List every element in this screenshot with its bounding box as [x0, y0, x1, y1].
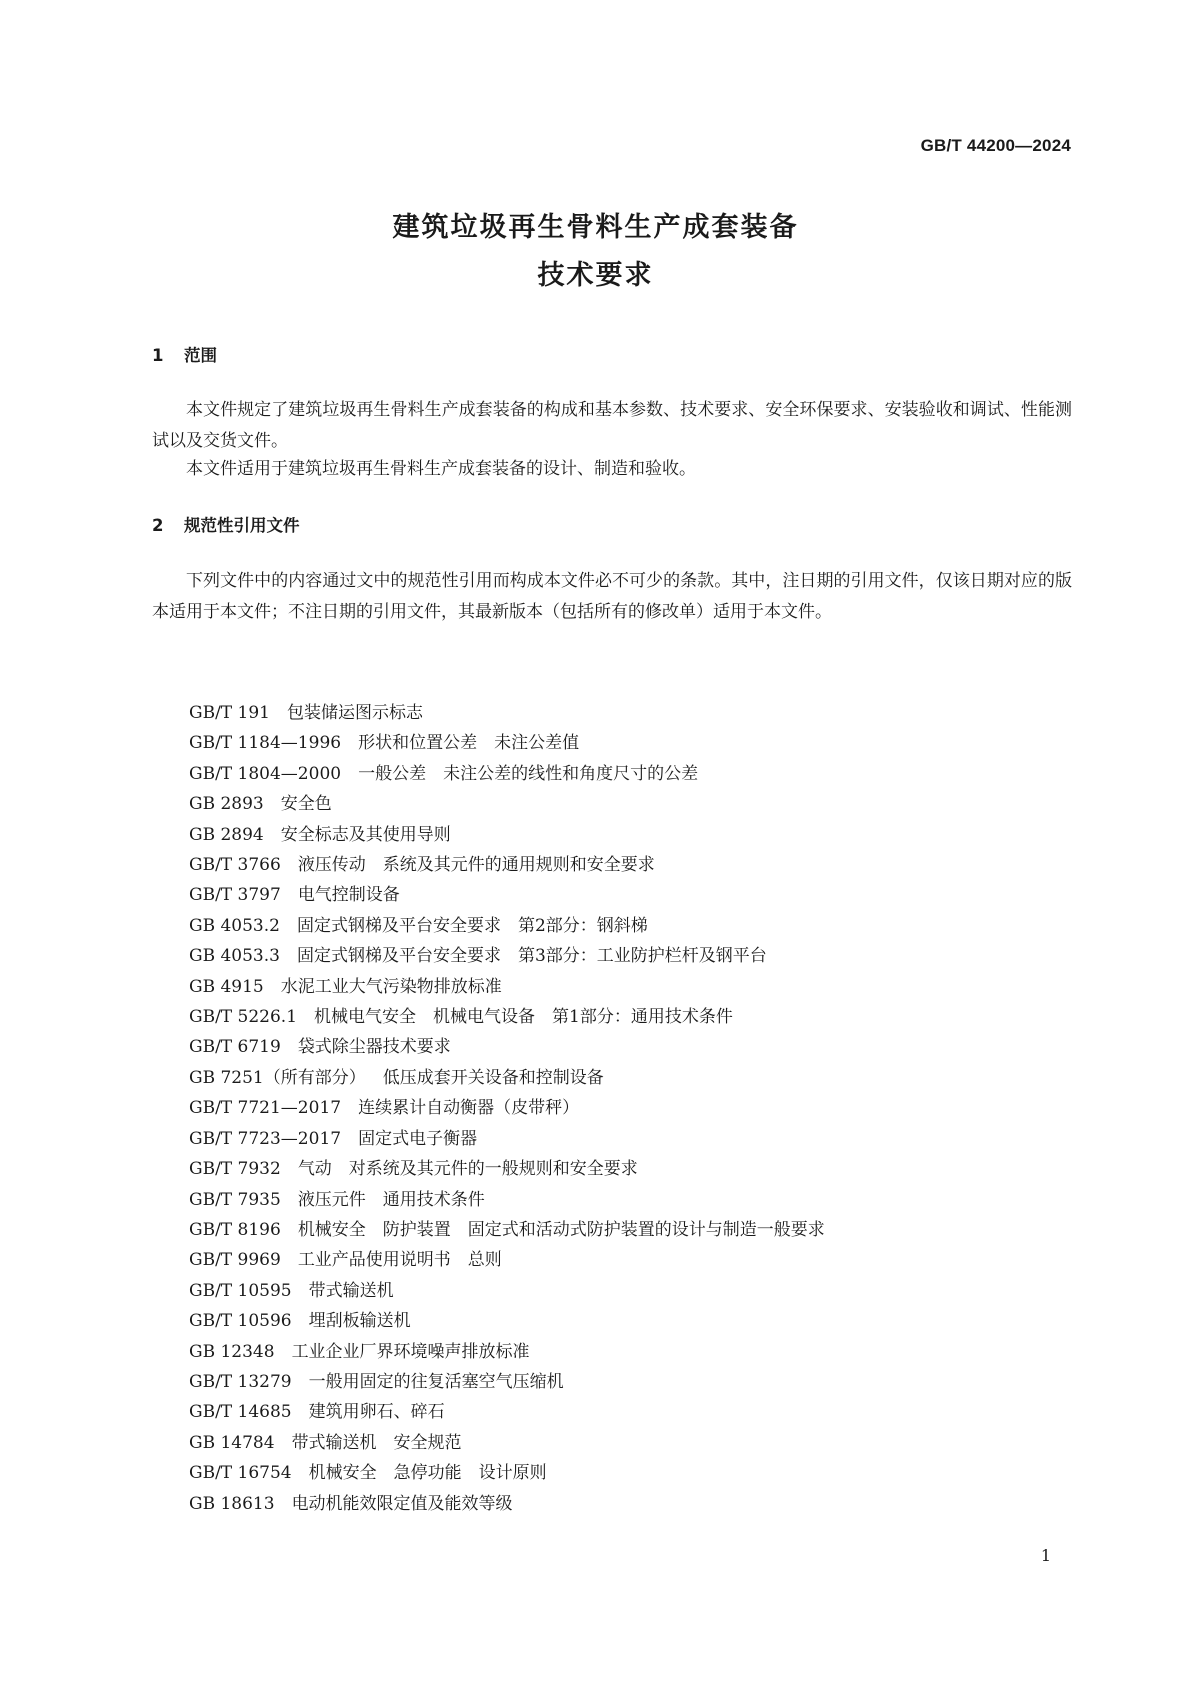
- reference-title: 包装储运图示标志: [287, 703, 423, 723]
- reference-title: 机械安全 防护装置 固定式和活动式防护装置的设计与制造一般要求: [297, 1219, 825, 1240]
- reference-title: 气动 对系统及其元件的一般规则和安全要求: [297, 1159, 638, 1180]
- reference-title: 固定式钢梯及平台安全要求 第3部分：工业防护栏杆及钢平台: [296, 946, 767, 967]
- reference-title: 埋刮板输送机: [308, 1311, 411, 1332]
- reference-title: 工业产品使用说明书 总则: [297, 1250, 502, 1271]
- reference-code: GB/T 13279: [189, 1371, 292, 1392]
- reference-item: [189, 1124, 825, 1154]
- reference-code: GB 7251（所有部分）: [189, 1067, 366, 1088]
- reference-item: [189, 941, 825, 971]
- reference-title: 固定式电子衡器: [358, 1128, 478, 1149]
- reference-item: [189, 1093, 825, 1123]
- reference-title: 机械电气安全 机械电气设备 第1部分：通用技术条件: [314, 1007, 733, 1028]
- reference-code: GB/T 7935: [189, 1189, 281, 1210]
- reference-code: GB 18613: [189, 1493, 275, 1514]
- reference-item: [189, 880, 825, 910]
- reference-title: 安全色: [280, 794, 332, 815]
- reference-item: [189, 698, 825, 728]
- reference-title: 电动机能效限定值及能效等级: [291, 1493, 513, 1514]
- reference-code: GB 12348: [189, 1341, 275, 1362]
- reference-item: [189, 1337, 825, 1367]
- section-2-intro: 下列文件中的内容通过文中的规范性引用而构成本文件必不可少的条款。其中，注日期的引用文件，仅该日期对应的版本适用于本文件；不注日期的引用文件，其最新版本（包括所有的修改单）适用于本文件。: [152, 571, 1072, 622]
- reference-code: GB/T 10595: [189, 1280, 292, 1301]
- reference-item: [189, 1367, 825, 1397]
- reference-item: [189, 1489, 825, 1519]
- reference-code: GB/T 3797: [189, 885, 281, 906]
- section-2-number: 2: [152, 516, 164, 535]
- reference-title: 固定式钢梯及平台安全要求 第2部分：钢斜梯: [296, 915, 648, 936]
- reference-title: 电气控制设备: [297, 885, 400, 906]
- reference-code: GB/T 16754: [189, 1463, 292, 1484]
- reference-item: [189, 820, 825, 850]
- reference-code: GB 14784: [189, 1432, 275, 1453]
- reference-item: [189, 759, 825, 789]
- reference-title: 机械安全 急停功能 设计原则: [308, 1463, 547, 1484]
- reference-code: GB/T 7932: [189, 1159, 281, 1180]
- reference-code: GB 4053.3: [189, 946, 280, 967]
- reference-code: GB/T 1804—2000: [189, 763, 342, 784]
- reference-code: GB/T 8196: [189, 1219, 281, 1240]
- reference-code: GB 2893: [189, 794, 264, 815]
- title-line-2: 技术要求: [537, 260, 654, 291]
- section-1-number: 1: [152, 346, 164, 365]
- reference-title: 工业企业厂界环境噪声排放标准: [291, 1341, 530, 1362]
- reference-item: [189, 911, 825, 941]
- reference-title: 一般用固定的往复活塞空气压缩机: [308, 1371, 564, 1392]
- reference-code: GB/T 3766: [189, 855, 281, 876]
- reference-title: 低压成套开关设备和控制设备: [382, 1067, 604, 1088]
- section-1-paragraph-2: 本文件适用于建筑垃圾再生骨料生产成套装备的设计、制造和验收。: [186, 459, 696, 479]
- reference-item: [189, 728, 825, 758]
- reference-code: GB/T 1184—1996: [189, 733, 342, 754]
- reference-code: GB/T 10596: [189, 1311, 292, 1332]
- reference-item: [189, 972, 825, 1002]
- reference-title: 连续累计自动衡器（皮带秤）: [358, 1098, 580, 1119]
- reference-item: [189, 1428, 825, 1458]
- reference-item: [189, 789, 825, 819]
- reference-title: 安全标志及其使用导则: [280, 824, 451, 845]
- reference-item: [189, 850, 825, 880]
- document-title: [0, 204, 1191, 300]
- title-line-1: 建筑垃圾再生骨料生产成套装备: [392, 212, 799, 243]
- standard-code: GB/T 44200—2024: [920, 136, 1071, 155]
- section-1-heading: [152, 342, 217, 366]
- reference-code: GB/T 14685: [189, 1402, 292, 1423]
- reference-title: 液压传动 系统及其元件的通用规则和安全要求: [297, 855, 655, 876]
- reference-item: [189, 1215, 825, 1245]
- reference-item: [189, 1032, 825, 1062]
- reference-item: [189, 1185, 825, 1215]
- reference-title: 建筑用卵石、碎石: [308, 1402, 445, 1423]
- reference-item: [189, 1397, 825, 1427]
- reference-code: GB/T 5226.1: [189, 1007, 298, 1028]
- reference-code: GB 4915: [189, 976, 264, 997]
- section-1-title: 范围: [184, 346, 217, 365]
- reference-list: [189, 698, 825, 1519]
- reference-item: [189, 1276, 825, 1306]
- section-2-title: 规范性引用文件: [184, 516, 300, 535]
- reference-code: GB/T 191: [189, 703, 270, 723]
- reference-code: GB/T 7721—2017: [189, 1098, 342, 1119]
- reference-item: [189, 1063, 825, 1093]
- reference-item: [189, 1245, 825, 1275]
- section-1-paragraph-1: 本文件规定了建筑垃圾再生骨料生产成套装备的构成和基本参数、技术要求、安全环保要求、安装验收和调试、性能测试以及交货文件。: [152, 400, 1072, 451]
- reference-code: GB/T 9969: [189, 1250, 281, 1271]
- reference-title: 形状和位置公差 未注公差值: [358, 733, 580, 754]
- reference-code: GB 2894: [189, 824, 264, 845]
- reference-code: GB 4053.2: [189, 915, 280, 936]
- reference-title: 水泥工业大气污染物排放标准: [280, 976, 502, 997]
- page-number: 1: [1040, 1546, 1051, 1565]
- reference-title: 一般公差 未注公差的线性和角度尺寸的公差: [358, 763, 699, 784]
- reference-title: 带式输送机: [308, 1280, 394, 1301]
- reference-title: 袋式除尘器技术要求: [297, 1037, 451, 1058]
- reference-item: [189, 1154, 825, 1184]
- section-2-heading: [152, 512, 300, 536]
- reference-item: [189, 1306, 825, 1336]
- reference-title: 液压元件 通用技术条件: [297, 1189, 485, 1210]
- reference-item: [189, 1458, 825, 1488]
- reference-code: GB/T 6719: [189, 1037, 281, 1058]
- reference-item: [189, 1002, 825, 1032]
- reference-code: GB/T 7723—2017: [189, 1128, 342, 1149]
- reference-title: 带式输送机 安全规范: [291, 1432, 462, 1453]
